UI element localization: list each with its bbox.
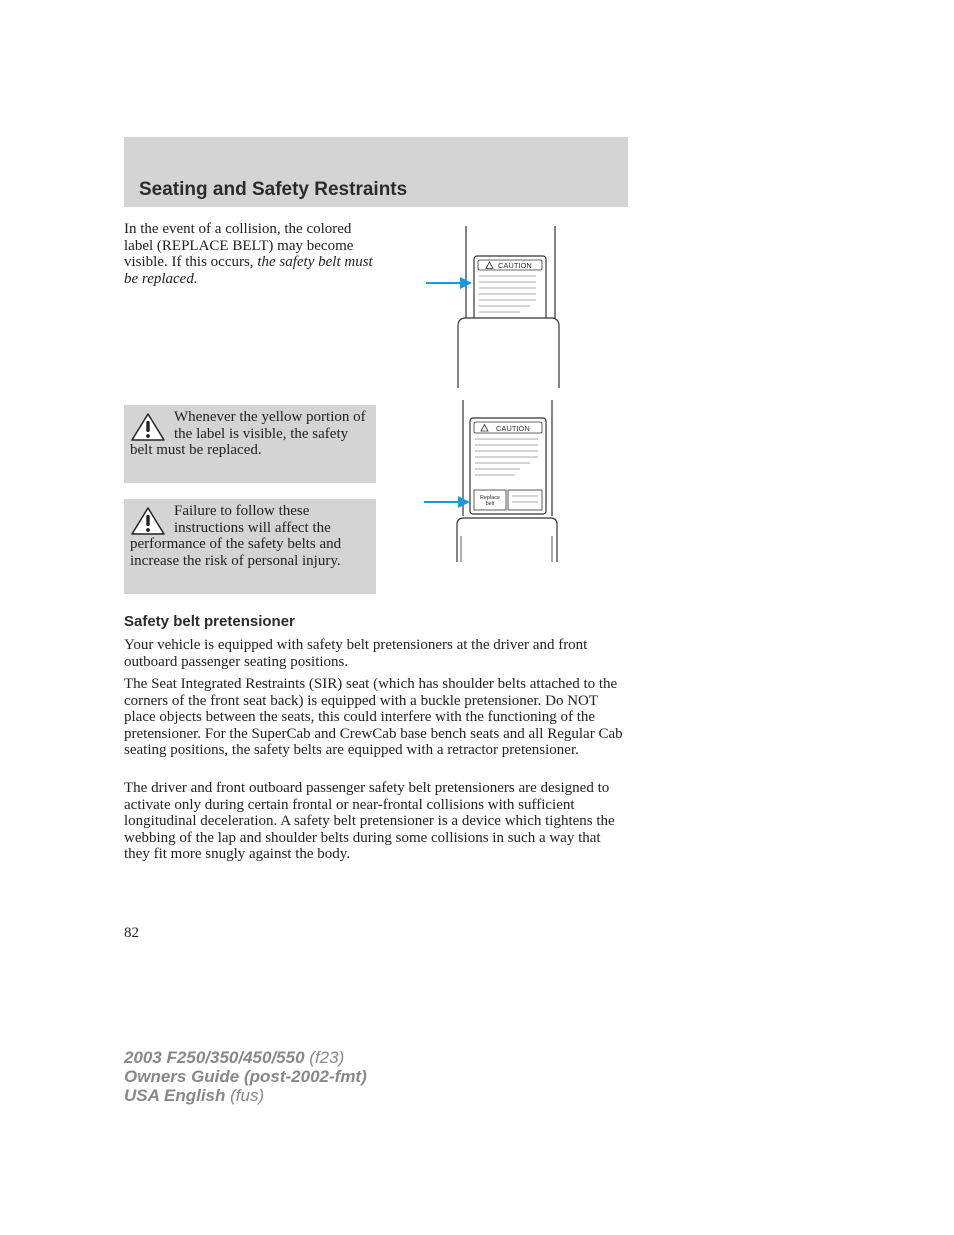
belt-label-figure-normal <box>420 222 570 390</box>
body-paragraph: The Seat Integrated Restraints (SIR) seat (which has shoulder belts attached to the corners of the front seat back) is equipped with a buckle pretensioner. Do NOT place objects between the seats, this could interfere with the functioning of the pretensioner. For the SuperCab and CrewCab base bench seats and all Regular Cab seating positions, the safety belts are equipped with a retractor pretensioner. <box>124 676 623 758</box>
svg-text:Replace: Replace <box>479 495 501 501</box>
warning-box <box>124 405 376 483</box>
footer-language-code: (fus) <box>230 1086 265 1105</box>
caution-label-text: CAUTION <box>496 424 530 433</box>
caution-label-text: CAUTION <box>498 261 532 270</box>
intro-text: In the event of a collision, the colored label (REPLACE BELT) may become visible. If this occurs, <box>124 221 354 270</box>
warning-text: Failure to follow these instructions will affect the performance of the safety belts and increase the risk of personal injury. <box>130 503 342 569</box>
body-paragraph: The driver and front outboard passenger safety belt pretensioners are designed to activate only during certain frontal or near-frontal collisions with sufficient longitudinal deceleration. A safety belt pretensioner is a device which tightens the webbing of the lap and shoulder belts during some collisions in such a way that they fit more snugly against the body. <box>124 780 615 862</box>
document-footer <box>124 1048 367 1105</box>
footer-model-code: (f23) <box>309 1048 345 1067</box>
intro-italic-text: the safety belt must be replaced. <box>124 254 373 287</box>
page-number: 82 <box>124 925 139 941</box>
section-title: Seating and Safety Restraints <box>139 179 408 200</box>
section-header <box>124 137 628 207</box>
footer-guide: Owners Guide (post-2002-fmt) <box>124 1067 367 1086</box>
warning-triangle-icon <box>130 506 166 536</box>
pretensioner-heading: Safety belt pretensioner <box>124 613 295 630</box>
warning-text: Whenever the yellow portion of the label is visible, the safety belt must be replaced. <box>130 409 366 458</box>
footer-model: 2003 F250/350/450/550 <box>124 1048 305 1067</box>
warning-triangle-icon <box>130 412 166 442</box>
footer-language: USA English <box>124 1086 226 1105</box>
svg-text:belt: belt <box>485 501 495 507</box>
belt-label-figure-replace <box>420 396 570 564</box>
intro-paragraph <box>124 221 374 287</box>
pointer-arrow-icon <box>426 277 472 289</box>
body-paragraph: Your vehicle is equipped with safety belt pretensioners at the driver and front outboard passenger seating positions. <box>124 637 588 670</box>
warning-box <box>124 499 376 594</box>
